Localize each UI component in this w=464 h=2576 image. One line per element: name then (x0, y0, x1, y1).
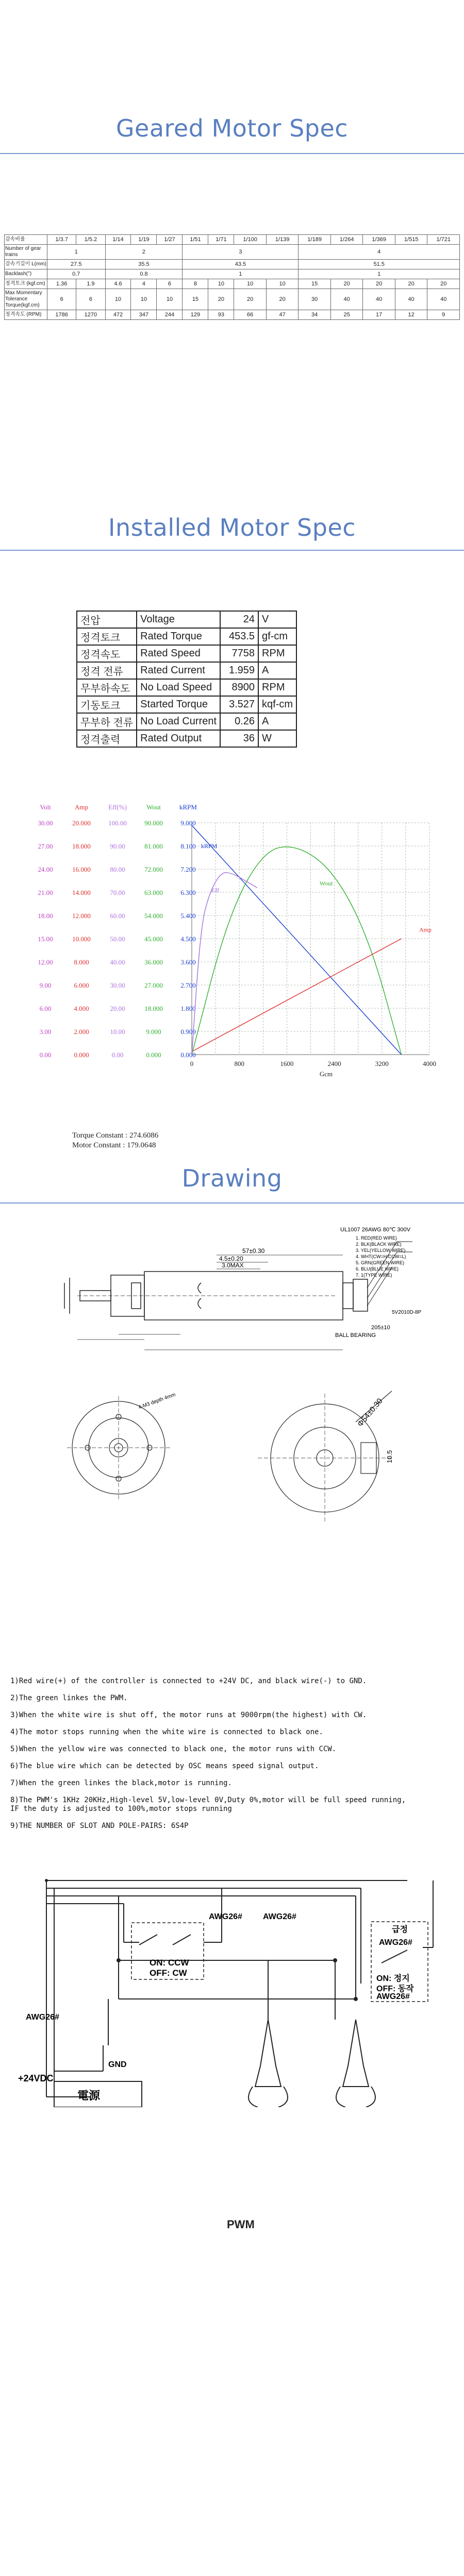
table-cell: 1/139 (266, 235, 299, 245)
series-label-wout: Wout (319, 879, 333, 887)
wire-label: 7. 1(TYPE WIRE) (356, 1273, 392, 1278)
spec-value: 24 (220, 611, 258, 628)
table-cell: 347 (131, 310, 157, 320)
motor-spec-table (76, 611, 297, 748)
table-cell: 17 (363, 310, 395, 320)
note-line: 6)The blue wire which can be detected by OSC means speed signal output. (10, 1762, 319, 1770)
spec-unit: A (258, 713, 296, 730)
axis-tick-amp: 4.000 (74, 1005, 89, 1012)
axis-tick-amp: 18.000 (72, 842, 91, 850)
table-row (77, 628, 296, 645)
spec-english: No Load Current (137, 713, 220, 730)
axis-tick-krpm: 6.300 (180, 889, 196, 896)
table-cell: 1.9 (76, 279, 105, 289)
x-tick-label: 0 (190, 1060, 194, 1067)
wiring-diagram (0, 1777, 464, 2107)
table-cell: 1/27 (157, 235, 183, 245)
axis-tick-krpm: 8.100 (180, 842, 196, 850)
axis-tick-volt: 15.00 (38, 935, 53, 943)
table-cell: 1/515 (395, 235, 427, 245)
geared-motor-spec-title: Geared Motor Spec (115, 114, 349, 142)
connector-outline (353, 1279, 368, 1311)
ball-bearing-label: BALL BEARING (335, 1332, 376, 1338)
table-row (5, 260, 460, 269)
table-cell: 8 (183, 279, 208, 289)
table-cell: 40 (363, 289, 395, 310)
spec-unit: V (258, 611, 296, 628)
spec-english: Rated Output (137, 730, 220, 747)
dim-small-label: 4-M3 depth 4mm (138, 1392, 177, 1411)
section-rule (0, 1202, 464, 1204)
axis-tick-krpm: 1.800 (180, 1005, 196, 1012)
installed-motor-spec-title: Installed Motor Spec (108, 514, 356, 541)
table-cell: 34 (299, 310, 331, 320)
wire-label: 4. WHT(CW=H/CCW=L) (356, 1254, 406, 1259)
wire-label: 6. BLU(BLUE WIRE) (356, 1266, 399, 1272)
table-row (77, 679, 296, 696)
scope-probe (336, 2020, 375, 2107)
table-row (5, 279, 460, 289)
awg-label: AWG26# (379, 1938, 412, 1947)
table-cell: 2 (105, 245, 183, 260)
axis-tick-wout: 90.000 (144, 819, 163, 827)
axis-tick-wout: 0.000 (146, 1051, 161, 1059)
spec-korean: 정격 전류 (77, 662, 137, 679)
axis-tick-krpm: 5.400 (180, 912, 196, 920)
x-tick-label: 1600 (280, 1060, 294, 1067)
table-cell: 20 (427, 279, 460, 289)
table-cell: 47 (266, 310, 299, 320)
series-line-amp (192, 939, 401, 1052)
axis-tick-amp: 16.000 (72, 866, 91, 873)
note-line: 7)When the green linkes the black,motor is running. (10, 1779, 232, 1787)
axis-tick-wout: 18.000 (144, 1005, 163, 1012)
spec-value: 0.26 (220, 713, 258, 730)
axis-header-volt: Volt (40, 803, 51, 811)
axis-tick-krpm: 0.900 (180, 1028, 196, 1036)
axis-tick-eff: 40.00 (110, 958, 125, 966)
spec-english: Rated Speed (137, 645, 220, 662)
table-cell: 20 (234, 289, 267, 310)
table-cell: 20 (208, 289, 234, 310)
axis-tick-volt: 27.00 (38, 842, 53, 850)
row-label: 감속비율 (5, 235, 47, 245)
axis-tick-volt: 9.00 (39, 981, 52, 989)
table-cell: 244 (157, 310, 183, 320)
table-cell: 9 (427, 310, 460, 320)
table-cell: 20 (395, 279, 427, 289)
axis-tick-eff: 30.00 (110, 981, 125, 989)
spec-korean: 정격토크 (77, 628, 137, 645)
table-row (5, 269, 460, 279)
table-cell: 27.5 (47, 260, 106, 269)
spec-korean: 무부하속도 (77, 679, 137, 696)
table-cell: 1/100 (234, 235, 267, 245)
spec-english: Rated Current (137, 662, 220, 679)
axis-tick-wout: 27.000 (144, 981, 163, 989)
axis-header-krpm: kRPM (179, 803, 197, 811)
switch-2-on: ON: 정지 (376, 1974, 410, 1983)
x-axis-label: Gcm (319, 1070, 333, 1078)
dim-105: 10.5 (386, 1450, 393, 1463)
switch-1-off: OFF: CW (150, 1968, 187, 1978)
spec-korean: 정격출력 (77, 730, 137, 747)
table-cell: 1 (299, 269, 460, 279)
table-cell: 30 (299, 289, 331, 310)
axis-tick-krpm: 0.000 (180, 1051, 196, 1059)
axis-tick-eff: 80.00 (110, 866, 125, 873)
awg-label: AWG26# (26, 2013, 59, 2022)
spec-english: No Load Speed (137, 679, 220, 696)
table-cell: 1/71 (208, 235, 234, 245)
table-cell: 93 (208, 310, 234, 320)
wire-label: 1. RED(RED WIRE) (356, 1235, 397, 1241)
table-cell: 1/721 (427, 235, 460, 245)
table-row (77, 611, 296, 628)
table-row (5, 235, 460, 245)
motor-constant: Motor Constant : 179.0648 (72, 1141, 156, 1149)
axis-tick-amp: 2.000 (74, 1028, 89, 1036)
axis-header-amp: Amp (75, 803, 88, 811)
wire-label: 3. YEL(YELLOW WIRE) (356, 1248, 406, 1253)
row-label: Max Momentary Tolerance Torque(kgf.cm) (5, 289, 47, 310)
row-label: 정격토크 (kgf.cm) (5, 279, 47, 289)
axis-header-wout: Wout (146, 803, 161, 811)
axis-tick-wout: 63.000 (144, 889, 163, 896)
spec-unit: A (258, 662, 296, 679)
axis-tick-volt: 21.00 (38, 889, 53, 896)
axis-tick-eff: 90.00 (110, 842, 125, 850)
spec-unit: W (258, 730, 296, 747)
table-row (77, 713, 296, 730)
table-cell: 40 (330, 289, 363, 310)
table-cell: 40 (427, 289, 460, 310)
table-cell: 51.5 (299, 260, 460, 269)
axis-tick-volt: 18.00 (38, 912, 53, 920)
table-row (5, 289, 460, 310)
table-cell: 10 (234, 279, 267, 289)
cable-spec: UL1007 26AWG 80℃ 300V (340, 1227, 411, 1233)
row-label: Backlash(°) (5, 269, 47, 279)
spec-value: 1.959 (220, 662, 258, 679)
table-cell: 1/3.7 (47, 235, 76, 245)
spec-korean: 기동토크 (77, 696, 137, 713)
wire-label: 2. BLK(BLACK WIRE) (356, 1242, 402, 1247)
torque-constant: Torque Constant : 274.6086 (72, 1131, 159, 1140)
connector-label: 5V2010D-8P (392, 1310, 422, 1315)
spec-value: 3.527 (220, 696, 258, 713)
spec-unit: gf-cm (258, 628, 296, 645)
dim-57: 57±0.30 (242, 1247, 265, 1255)
note-line: 9)THE NUMBER OF SLOT AND POLE-PAIRS: 6S4P (10, 1822, 189, 1830)
table-cell: 0.8 (105, 269, 183, 279)
axis-tick-eff: 70.00 (110, 889, 125, 896)
table-cell: 20 (363, 279, 395, 289)
axis-tick-krpm: 7.200 (180, 866, 196, 873)
axis-tick-volt: 0.00 (39, 1051, 52, 1059)
axis-tick-eff: 60.00 (110, 912, 125, 920)
geared-spec-table (4, 234, 460, 320)
table-cell: 10 (157, 289, 183, 310)
series-label-amp: Amp (419, 926, 432, 934)
table-cell: 472 (105, 310, 131, 320)
table-cell: 6 (76, 289, 105, 310)
table-cell: 10 (208, 279, 234, 289)
table-cell: 1/5.2 (76, 235, 105, 245)
table-cell: 15 (183, 289, 208, 310)
x-tick-label: 2400 (327, 1060, 341, 1067)
spec-value: 453.5 (220, 628, 258, 645)
note-line: 3)When the white wire is shut off, the motor runs at 9000rpm(the highest) with CW. (10, 1711, 367, 1719)
awg-label: AWG26# (376, 1992, 410, 2001)
note-line: 5)When the yellow wire was connected to black one, the motor runs with CCW. (10, 1745, 337, 1753)
table-row (77, 730, 296, 747)
awg-label: AWG26# (209, 1912, 242, 1921)
table-row (5, 310, 460, 320)
axis-tick-volt: 24.00 (38, 866, 53, 873)
note-line: 2)The green linkes the PWM. (10, 1694, 128, 1702)
table-cell: 4 (299, 245, 460, 260)
axis-tick-eff: 50.00 (110, 935, 125, 943)
table-cell: 10 (131, 289, 157, 310)
awg-label: AWG26# (263, 1912, 296, 1921)
table-row (77, 645, 296, 662)
table-cell: 1270 (76, 310, 105, 320)
switch-2-off: OFF: 동작 (376, 1985, 414, 1993)
series-line-eff (192, 873, 257, 1055)
table-cell: 1/14 (105, 235, 131, 245)
table-row (5, 245, 460, 260)
spec-unit: RPM (258, 679, 296, 696)
table-cell: 1/19 (131, 235, 157, 245)
spec-value: 7758 (220, 645, 258, 662)
x-tick-label: 4000 (423, 1060, 436, 1067)
axis-tick-wout: 54.000 (144, 912, 163, 920)
table-cell: 0.7 (47, 269, 106, 279)
series-line-wout (192, 847, 401, 1055)
axis-tick-eff: 10.00 (110, 1028, 125, 1036)
spec-english: Started Torque (137, 696, 220, 713)
dim-205: 205±10 (371, 1325, 390, 1331)
axis-tick-volt: 3.00 (39, 1028, 52, 1036)
axis-header-eff: Eff(%) (108, 803, 127, 811)
spec-korean: 전압 (77, 611, 137, 628)
motor-drawing (0, 1206, 464, 1566)
spec-english: Rated Torque (137, 628, 220, 645)
axis-tick-wout: 36.000 (144, 958, 163, 966)
table-cell: 15 (299, 279, 331, 289)
table-cell: 12 (395, 310, 427, 320)
table-cell: 1.36 (47, 279, 76, 289)
dim-45: 4.5±0.20 (219, 1255, 243, 1262)
axis-tick-krpm: 4.500 (180, 935, 196, 943)
spec-english: Voltage (137, 611, 220, 628)
table-cell: 6 (157, 279, 183, 289)
pwm-label: PWM (227, 2218, 255, 2231)
series-label-krpm: kRPM (201, 842, 218, 850)
axis-tick-wout: 45.000 (144, 935, 163, 943)
spec-unit: kqf-cm (258, 696, 296, 713)
table-cell: 1/264 (330, 235, 363, 245)
table-cell: 4.6 (105, 279, 131, 289)
pwm-probe (248, 2020, 288, 2107)
table-cell: 10 (266, 279, 299, 289)
table-cell: 3 (183, 245, 299, 260)
note-line: IF the duty is adjusted to 100%,motor stops running (10, 1805, 232, 1813)
spec-korean: 정격속도 (77, 645, 137, 662)
axis-tick-amp: 12.000 (72, 912, 91, 920)
note-line: 1)Red wire(+) of the controller is connected to +24V DC, and black wire(-) to GND. (10, 1677, 367, 1685)
spec-value: 36 (220, 730, 258, 747)
performance-chart (0, 796, 464, 1084)
axis-tick-wout: 81.000 (144, 842, 163, 850)
section-rule (0, 550, 464, 551)
axis-tick-eff: 0.00 (111, 1051, 124, 1059)
table-cell: 35.5 (105, 260, 183, 269)
table-cell: 20 (266, 289, 299, 310)
dim-3: 3.0MAX (222, 1262, 244, 1269)
axis-tick-wout: 72.000 (144, 866, 163, 873)
table-cell: 4 (131, 279, 157, 289)
table-cell: 1/369 (363, 235, 395, 245)
table-cell: 20 (330, 279, 363, 289)
note-line: 4)The motor stops running when the white wire is connected to black one. (10, 1728, 323, 1736)
row-label: 정격속도 (RPM) (5, 310, 47, 320)
drawing-title: Drawing (181, 1164, 283, 1192)
switch-1-on: ON: CCW (150, 1958, 189, 1968)
psu-label: 電源 (77, 2089, 101, 2102)
table-cell: 1/189 (299, 235, 331, 245)
x-tick-label: 800 (234, 1060, 244, 1067)
axis-tick-volt: 12.00 (38, 958, 53, 966)
wire-list (356, 1235, 406, 1278)
wire-label: 5. GRN(GREEN WIRE) (356, 1260, 405, 1265)
table-cell: 6 (47, 289, 76, 310)
table-cell: 129 (183, 310, 208, 320)
table-row (77, 662, 296, 679)
section-rule (0, 153, 464, 154)
table-cell: 1786 (47, 310, 76, 320)
series-label-eff: Eff (211, 887, 220, 894)
axis-tick-amp: 10.000 (72, 935, 91, 943)
table-cell: 1 (47, 245, 106, 260)
axis-tick-amp: 20.000 (72, 819, 91, 827)
table-cell: 25 (330, 310, 363, 320)
table-cell: 40 (395, 289, 427, 310)
axis-tick-krpm: 3.600 (180, 958, 196, 966)
note-line: 8)The PWM's 1KHz 20KHz,High-level 5V,low-level 0V,Duty 0%,motor will be full speed running, (10, 1796, 406, 1804)
brake-label: 급정 (392, 1925, 408, 1934)
table-cell: 1/51 (183, 235, 208, 245)
axis-tick-amp: 0.000 (74, 1051, 89, 1059)
row-label: 감속기길이 L(mm) (5, 260, 47, 269)
axis-tick-eff: 20.00 (110, 1005, 125, 1012)
axis-tick-eff: 100.00 (108, 819, 127, 827)
axis-tick-volt: 6.00 (39, 1005, 52, 1012)
x-tick-label: 3200 (375, 1060, 389, 1067)
axis-tick-amp: 14.000 (72, 889, 91, 896)
table-cell: 10 (105, 289, 131, 310)
axis-tick-amp: 6.000 (74, 981, 89, 989)
row-label: Number of gear trains (5, 245, 47, 260)
vdc-label: +24VDC (18, 2073, 54, 2083)
spec-value: 8900 (220, 679, 258, 696)
axis-tick-wout: 9.000 (146, 1028, 161, 1036)
table-cell: 1 (183, 269, 299, 279)
dim-diameter: Φ54±0.30 (356, 1397, 385, 1429)
table-cell: 43.5 (183, 260, 299, 269)
axis-tick-krpm: 2.700 (180, 981, 196, 989)
axis-tick-volt: 30.00 (38, 819, 53, 827)
table-cell: 66 (234, 310, 267, 320)
spec-korean: 무부하 전류 (77, 713, 137, 730)
gnd-label: GND (108, 2060, 127, 2069)
table-row (77, 696, 296, 713)
axis-tick-amp: 8.000 (74, 958, 89, 966)
spec-unit: RPM (258, 645, 296, 662)
axis-tick-krpm: 9.000 (180, 819, 196, 827)
